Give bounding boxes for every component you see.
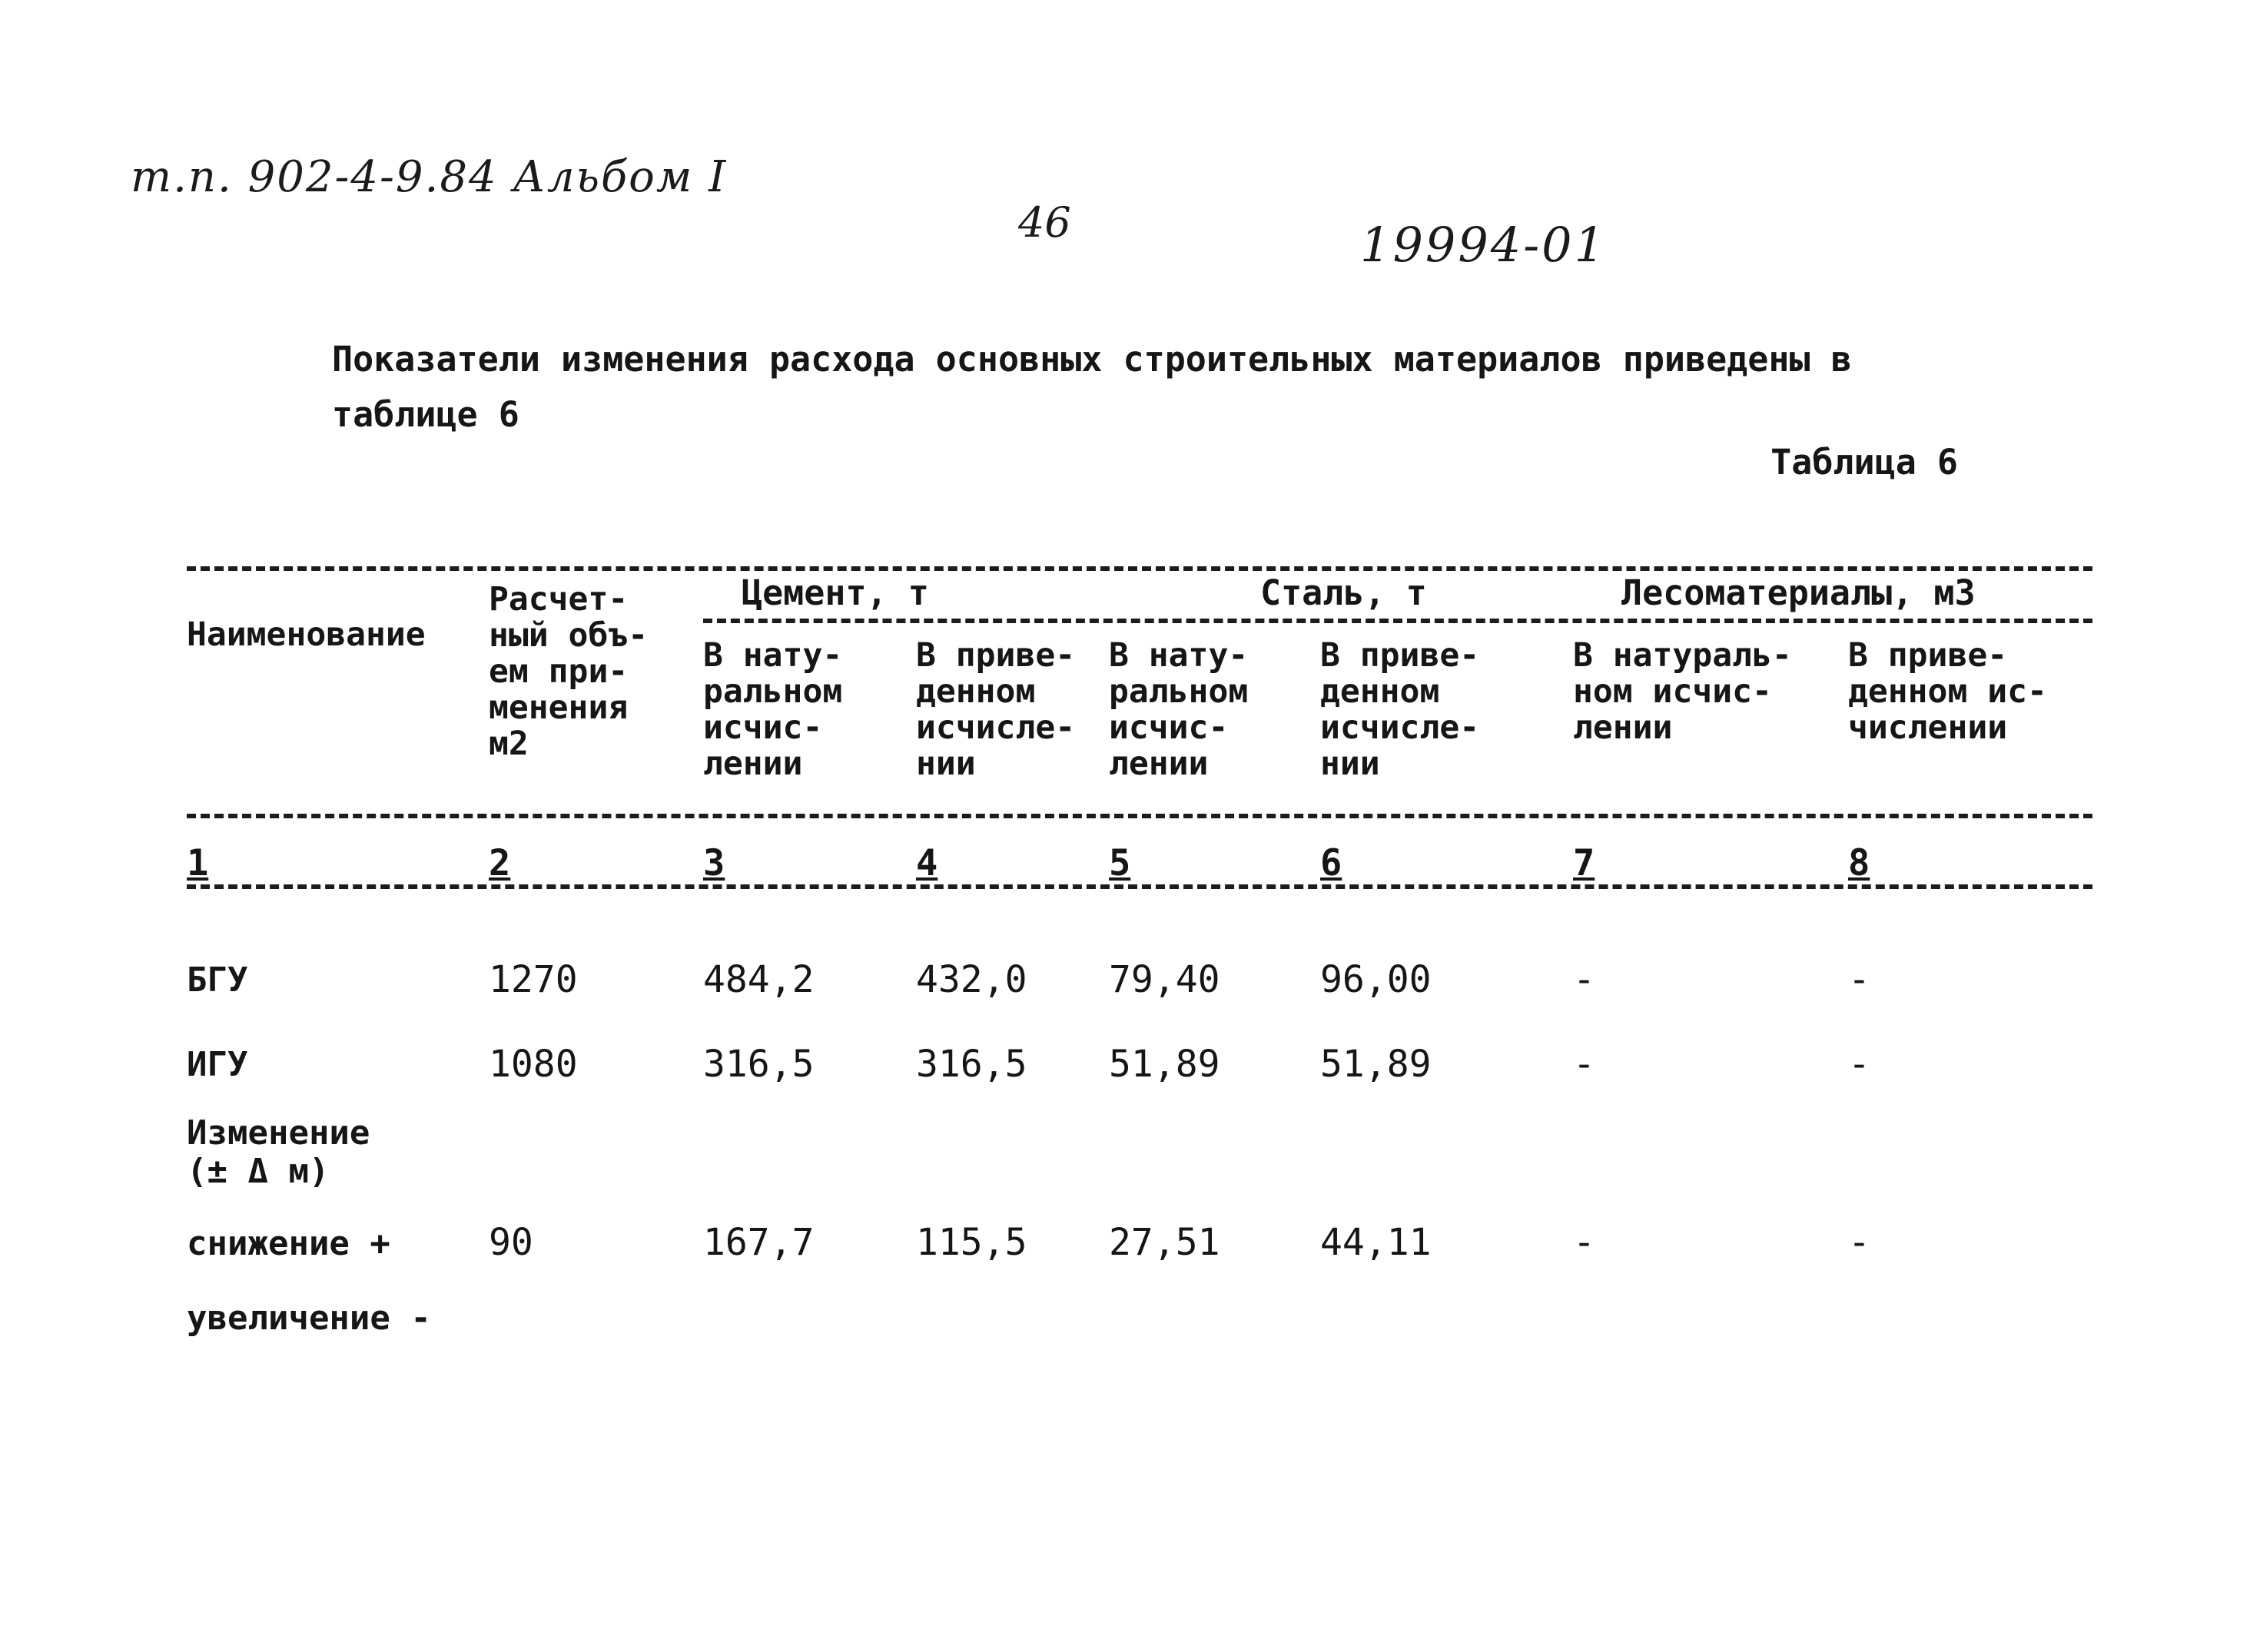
cell-timber-reduced: - (1848, 1043, 1870, 1086)
cell-steel-reduced: 51,89 (1320, 1043, 1432, 1086)
column-number-8: 8 (1848, 842, 1870, 884)
cell-steel-reduced: 96,00 (1320, 958, 1432, 1001)
column-number-7: 7 (1573, 842, 1595, 884)
header-cement-reduced: В приве- денном исчисле- нии (916, 636, 1076, 783)
header-timber-group: Лесоматериалы, м3 (1621, 572, 1976, 613)
column-number-1: 1 (187, 842, 209, 884)
header-steel-group: Сталь, т (1260, 572, 1427, 613)
column-number-4: 4 (916, 842, 938, 884)
cell-timber-reduced: - (1848, 958, 1870, 1001)
cell-steel-natural: 79,40 (1109, 958, 1220, 1001)
cell-timber-reduced: - (1848, 1221, 1870, 1264)
document-code: 19994-01 (1360, 217, 1608, 273)
header-cement-natural: В нату- ральном исчис- лении (703, 636, 843, 783)
cell-volume: 1270 (489, 958, 578, 1001)
header-bottom-rule (187, 814, 2092, 818)
page-number: 46 (1018, 198, 1071, 247)
header-timber-natural: В натураль- ном исчис- лении (1573, 636, 1792, 747)
cell-steel-reduced: 44,11 (1320, 1221, 1432, 1264)
cell-timber-natural: - (1573, 1221, 1595, 1264)
number-row-rule (187, 884, 2092, 889)
cell-cement-reduced: 432,0 (916, 958, 1027, 1001)
column-number-5: 5 (1109, 842, 1131, 884)
header-timber-reduced: В приве- денном ис- числении (1848, 636, 2047, 747)
header-cement-group: Цемент, т (742, 572, 929, 613)
row-name: увеличение - (187, 1299, 431, 1338)
cell-cement-reduced: 316,5 (916, 1043, 1027, 1086)
column-number-6: 6 (1320, 842, 1342, 884)
row-name: БГУ (187, 960, 248, 1000)
cell-cement-natural: 484,2 (703, 958, 815, 1001)
cell-timber-natural: - (1573, 958, 1595, 1001)
row-name-change: Изменение (± Δ м) (187, 1113, 370, 1191)
table-top-rule (187, 566, 2092, 571)
row-name: снижение + (187, 1224, 390, 1263)
cell-cement-natural: 316,5 (703, 1043, 815, 1086)
table-caption: Таблица 6 (1770, 442, 1958, 483)
column-number-3: 3 (703, 842, 725, 884)
header-steel-natural: В нату- ральном исчис- лении (1109, 636, 1249, 783)
header-name: Наименование (187, 615, 426, 654)
header-steel-reduced: В приве- денном исчисле- нии (1320, 636, 1480, 783)
row-name: ИГУ (187, 1045, 248, 1084)
group-underline-rule (703, 619, 2092, 623)
intro-paragraph: Показатели изменения расхода основных строительных материалов приведены в таблице 6 (332, 339, 1852, 435)
cell-steel-natural: 27,51 (1109, 1221, 1220, 1264)
header-volume: Расчет- ный объ- ем при- менения м2 (489, 580, 649, 763)
handwritten-reference: т.п. 902-4-9.84 Альбом I (131, 152, 728, 202)
cell-steel-natural: 51,89 (1109, 1043, 1220, 1086)
cell-timber-natural: - (1573, 1043, 1595, 1086)
cell-cement-natural: 167,7 (703, 1221, 815, 1264)
column-number-2: 2 (489, 842, 511, 884)
cell-volume: 90 (489, 1221, 533, 1264)
cell-cement-reduced: 115,5 (916, 1221, 1027, 1264)
cell-volume: 1080 (489, 1043, 578, 1086)
